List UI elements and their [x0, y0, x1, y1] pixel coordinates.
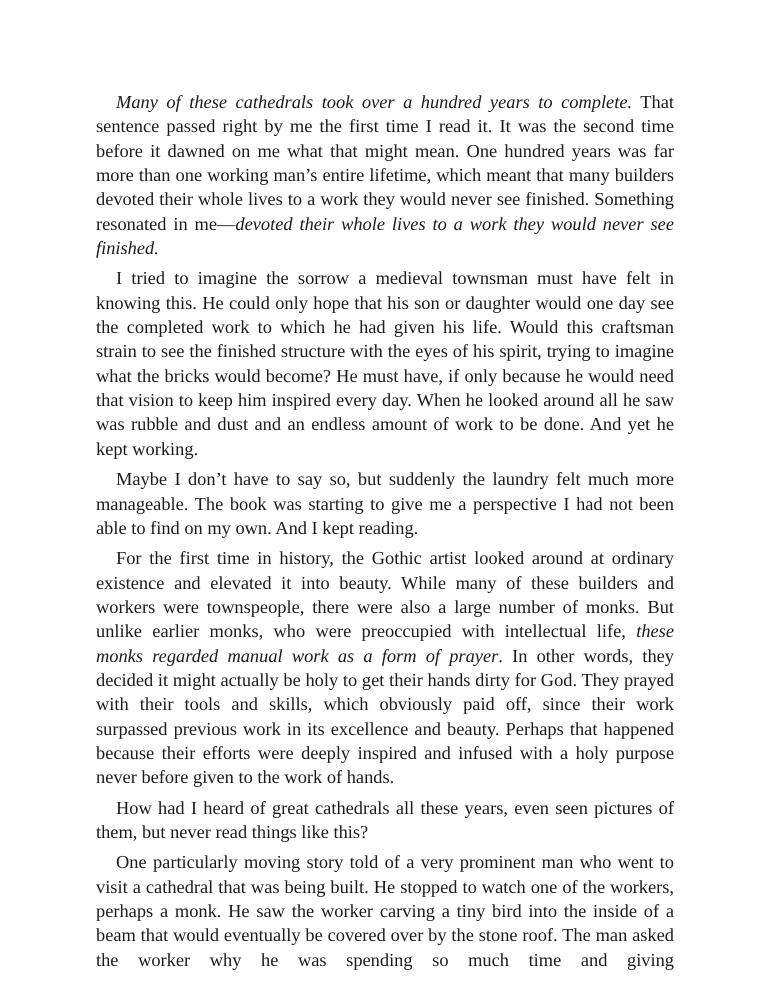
paragraph-5: [96, 796, 674, 845]
italic-run: Many of these cathedrals took over a hundred years to complete.: [116, 92, 633, 112]
text-run: How had I heard of great cathedrals all these years, even seen pictures of them, but never read things like this?: [96, 797, 674, 842]
text-run: Maybe I don’t have to say so, but suddenly the laundry felt much more manageable. The book was starting to give me a perspective I had not been able to find on my own. And I kept reading.: [96, 469, 674, 538]
text-run: For the first time in history, the Gothic artist looked around at ordinary existence and elevated it into beauty. While many of these builders and workers were townspeople, there were also a large number of monks. But unlike earlier monks, who were preoccupied with intellectual life,: [96, 548, 674, 642]
paragraph-2: [96, 266, 674, 461]
paragraph-1: [96, 90, 674, 260]
text-run: One particularly moving story told of a very prominent man who went to visit a cathedral that was being built. He stopped to watch one of the workers, perhaps a monk. He saw the worker carving a tiny bird into the inside of a beam that would eventually be covered over by the stone roof. The man asked the worker why he was spending so much time and giving: [96, 852, 674, 970]
paragraph-4: [96, 546, 674, 789]
italic-run: these monks regarded manual work as a form of prayer: [96, 621, 674, 666]
text-run: . In other words, they decided it might actually be holy to get their hands dirty for God. They prayed with their tools and skills, which obviously paid off, since their work surpassed previous work in its excellence and beauty. Perhaps that happened because their efforts were deeply inspired and infused with a holy purpose never before given to the work of hands.: [96, 645, 675, 788]
text-run: I tried to imagine the sorrow a medieval townsman must have felt in knowing this. He could only hope that his son or daughter would one day see the completed work to which he had given his life. Would this craftsman strain to see the finished structure with the eyes of his spirit, trying to imagine what the bricks would become? He must have, if only because he would need that vision to keep him inspired every day. When he looked around all he saw was rubble and dust and an endless amount of work to be done. And yet he kept working.: [96, 268, 674, 459]
paragraph-3: [96, 467, 674, 540]
paragraph-6: [96, 850, 674, 972]
text-run: That sentence passed right by me the first time I read it. It was the second time before it dawned on me what that might mean. One hundred years was far more than one working man’s entire lifetime, which meant that many builders devoted their whole lives to a work they would never see finished. Something resonated in me—: [96, 92, 674, 234]
book-page: [96, 90, 674, 978]
italic-run: devoted their whole lives to a work they would never see finished.: [96, 213, 674, 259]
